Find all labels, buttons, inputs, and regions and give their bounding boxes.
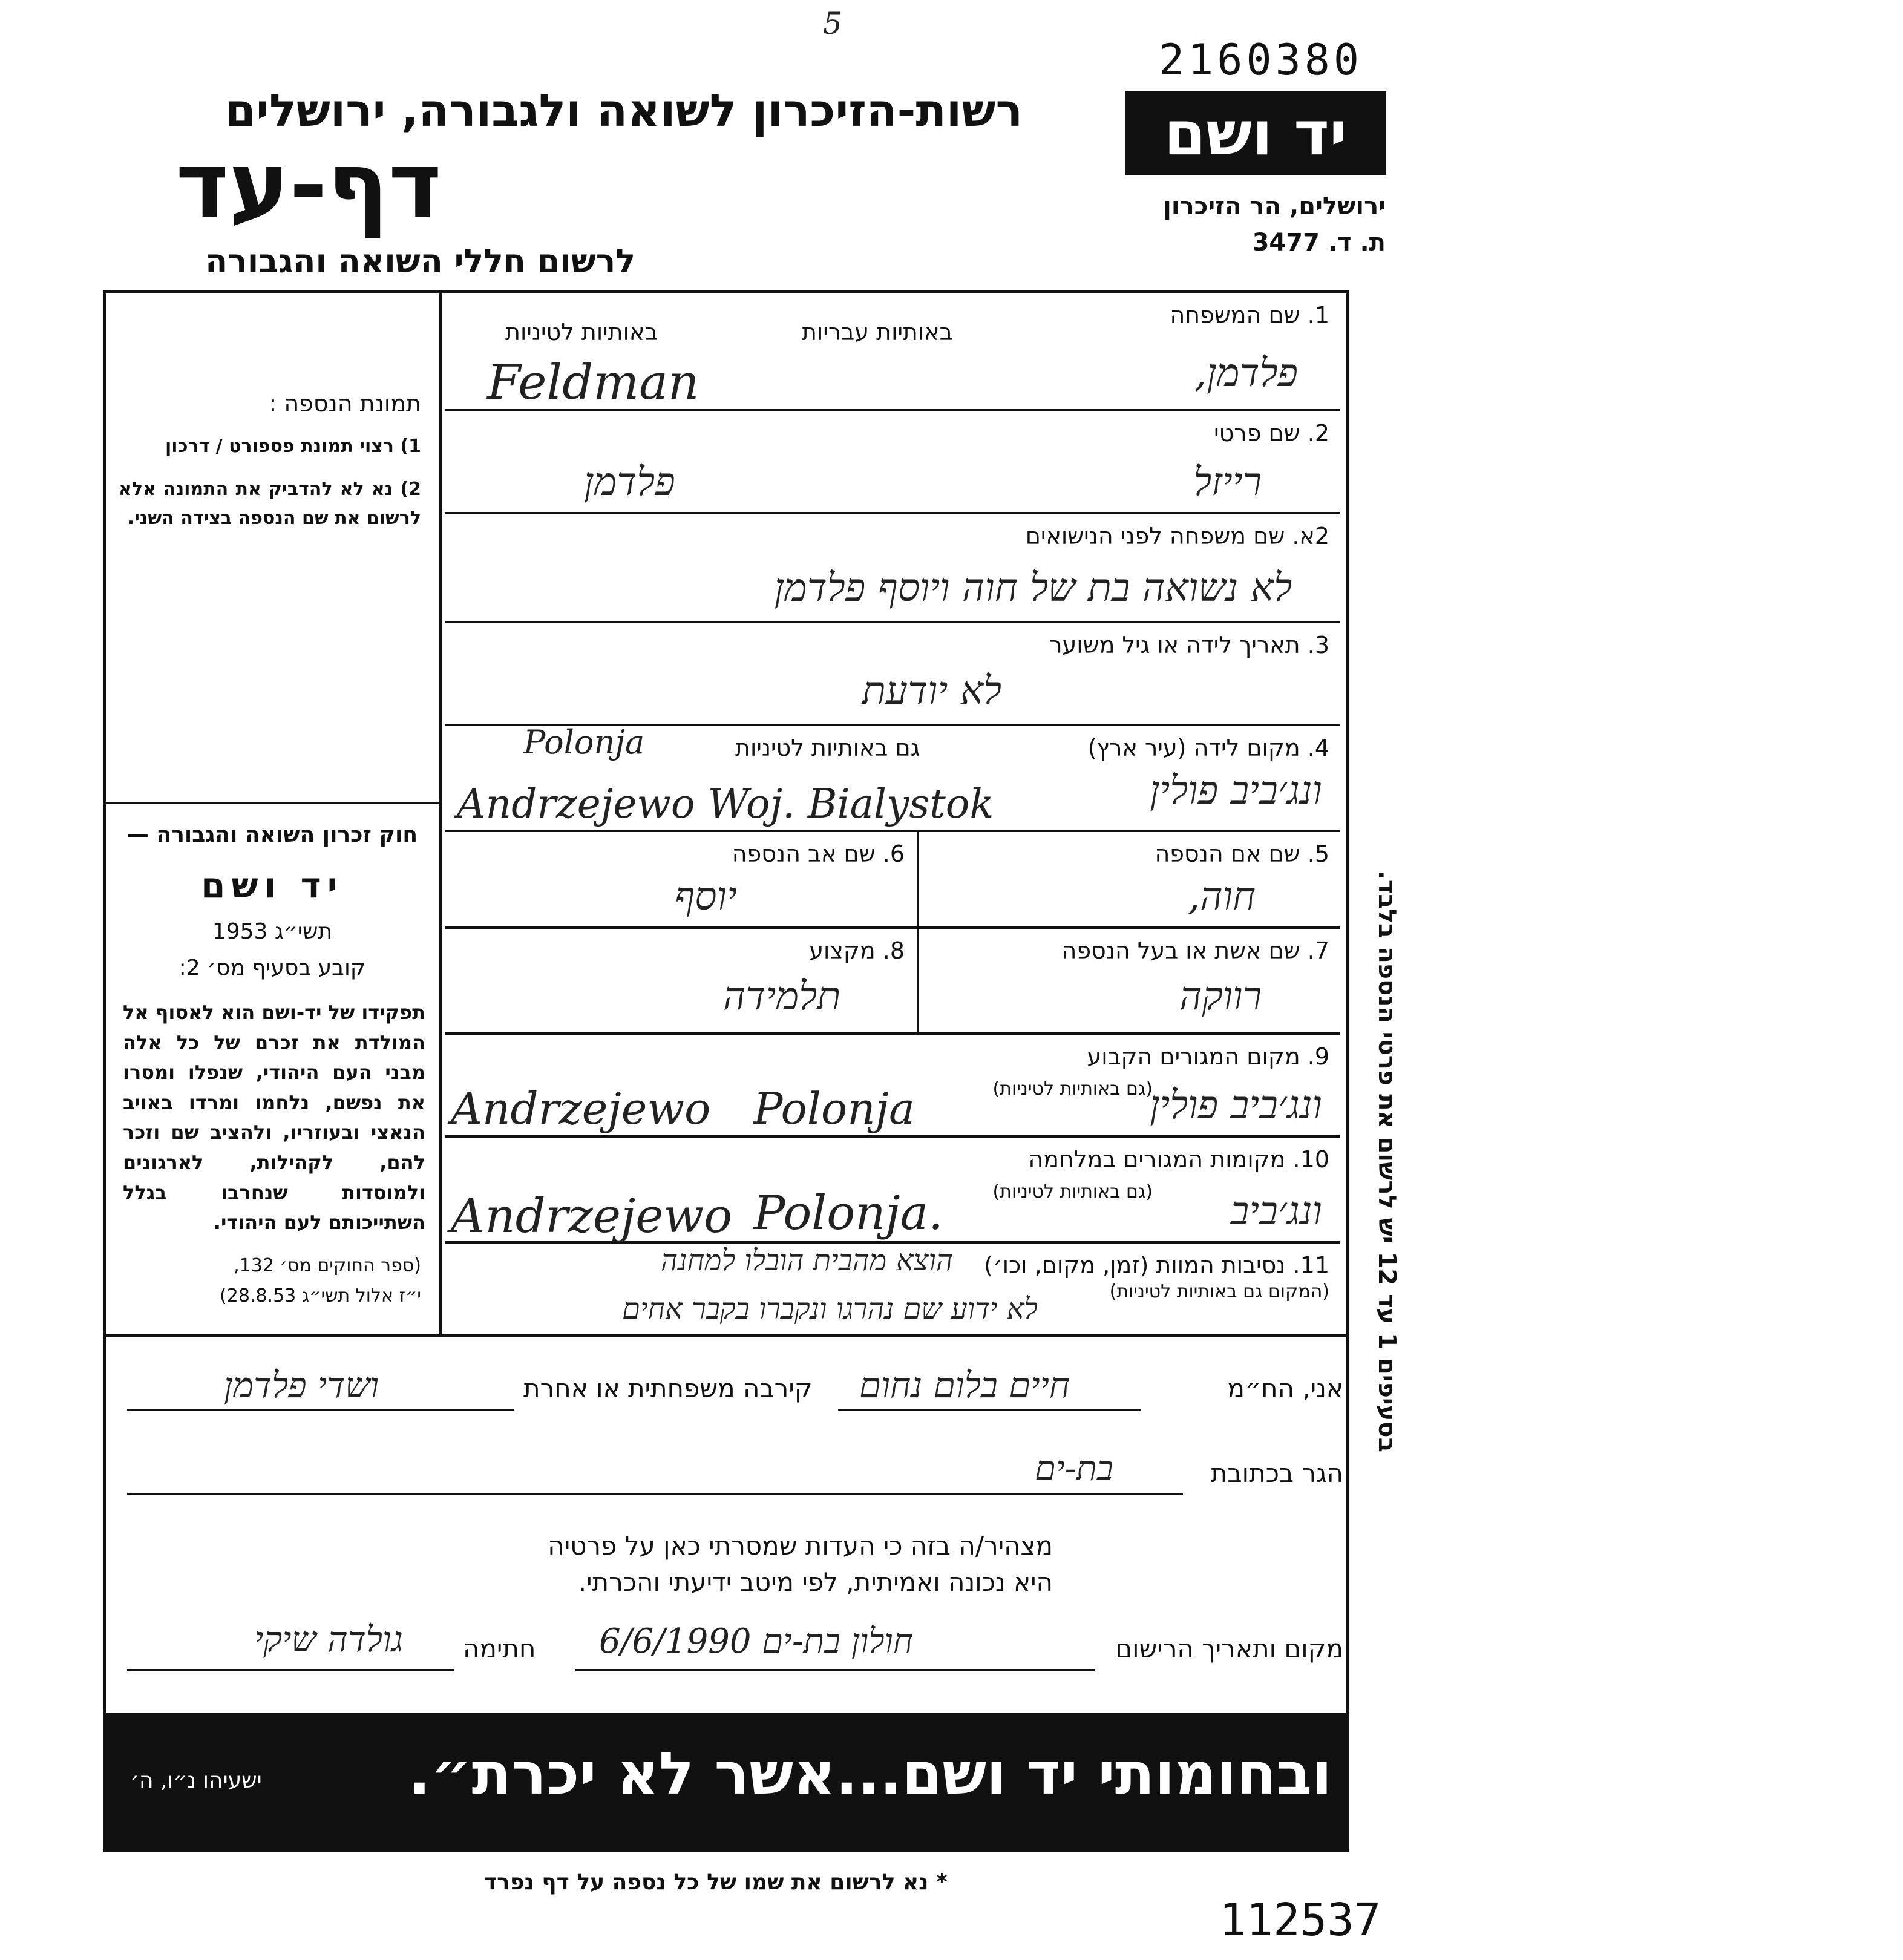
field-birth-date-value: לא יודעת [862, 669, 1001, 713]
law-text: תפקידו של יד-ושם הוא לאסוף אל המולדת את זכרם של כל אלה מבני העם היהודי, שנפלו ומסרו את נפשם, נלחמו ומרדו באויב הנאצי ובעוזריו, ולהציב שם וזכר להם, לקהילות, לארגונים ולמוסדות שנחרבו בגלל השתייכותם לעם היהודי. [123, 1001, 425, 1234]
declaration-signature-line [127, 1669, 454, 1671]
verse-ref: ישעיהו נ״ו, ה׳ [130, 1768, 262, 1793]
field-war-residence-value-hebrew: ונג׳ביב [1230, 1189, 1322, 1234]
field-birth-date [445, 623, 1340, 726]
field-death-circumstances [445, 1244, 1340, 1334]
document-number: 2160380 [1159, 35, 1363, 85]
law-title: חוק זכרון השואה והגבורה — [126, 822, 418, 847]
logo-pobox: ת. ד. 3477 [1252, 229, 1386, 257]
field-father-label: 6. שם אב הנספה [732, 841, 905, 867]
side-note-text: בסעיפים 1 עד 12 יש לרשום את פרטי הנספה בלבד. [1373, 870, 1401, 1452]
field-first-name [445, 411, 1340, 514]
field-first-name-label: 2. שם פרטי [1214, 420, 1329, 447]
field-residence-value-latin-b: Polonja [753, 1083, 915, 1134]
field-mother-value: חוה, [1187, 874, 1256, 919]
field-birth-place-value-latin: Andrzejewo Woj. Bialystok [457, 781, 994, 827]
declaration-divider [106, 1334, 1346, 1337]
field-war-residence-value-latin-b: Polonja. [753, 1186, 943, 1241]
declaration-address-value: בת-ים [1035, 1449, 1113, 1489]
declaration-signature-label: חתימה [463, 1634, 536, 1663]
field-birth-place-label: 4. מקום לידה (עיר ארץ) [1087, 735, 1329, 761]
field-surname-value-hebrew: פלדמן, [1194, 351, 1298, 396]
field-spouse-value: רווקה [1179, 974, 1262, 1019]
photo-box [106, 293, 442, 802]
law-box [106, 802, 442, 1334]
field-residence-label: 9. מקום המגורים הקבוע [1087, 1043, 1329, 1070]
field-residence-value-hebrew: ונג׳ביב פולין [1150, 1083, 1322, 1128]
field-birth-date-label: 3. תאריך לידה או גיל משוער [1049, 632, 1329, 658]
declaration-place-date-value: חולון בת-ים 6/6/1990 [599, 1622, 914, 1661]
declaration-name-line [838, 1409, 1141, 1411]
field-residence-value-latin-a: Andrzejewo [451, 1083, 711, 1134]
verse-band [106, 1713, 1903, 1849]
law-source-2: י״ז אלול תשי״ג 28.8.53) [220, 1285, 421, 1306]
field-death-value-1: הוצא מהבית הובלו למחנה [660, 1244, 953, 1277]
declaration-kinship-line [127, 1409, 514, 1411]
side-note [1367, 635, 1404, 1452]
field-parents [445, 832, 1340, 929]
declaration-statement-2: היא נכונה ואמיתית, לפי מיטב ידיעתי והכרתי. [578, 1567, 1053, 1597]
field-mother-label: 5. שם אם הנספה [1155, 841, 1329, 867]
field-spouse-label: 7. שם אשת או בעל הנספה [1061, 937, 1329, 964]
field-death-label: 11. נסיבות המוות (זמן, מקום, וכו׳) [984, 1252, 1329, 1279]
field-birth-place-latin-header: גם באותיות לטיניות [735, 735, 920, 761]
field-surname-label: 1. שם המשפחה [1170, 302, 1329, 329]
declaration-kinship-value: ושדי פלדמן [224, 1365, 379, 1406]
field-war-residence-sub: (גם באותיות לטיניות) [992, 1181, 1153, 1202]
page-title: דף-עד [175, 133, 442, 238]
field-first-name-value: רייזל [1193, 460, 1262, 505]
field-first-name-value-extra: פלדמן [584, 460, 675, 505]
org-name: רשות-הזיכרון לשואה ולגבורה, ירושלים [224, 85, 1023, 137]
field-death-sub: (המקום גם באותיות לטיניות) [1109, 1281, 1329, 1302]
field-profession-label: 8. מקצוע [809, 937, 905, 964]
verse-text: ״...ונתתי להם בביתי ובחומותי יד ושם...אשר לא יכרת״. [408, 1740, 1903, 1808]
field-war-residence-label: 10. מקומות המגורים במלחמה [1028, 1146, 1329, 1173]
field-residence [445, 1035, 1340, 1138]
field-birth-place [445, 723, 1340, 832]
field-maiden-name-value: לא נשואה בת של חוה ויוסף פלדמן [774, 566, 1292, 611]
field-maiden-name [445, 514, 1340, 623]
field-war-residence [445, 1138, 1340, 1244]
yad-vashem-logo: יד ושם [1125, 91, 1386, 175]
field-war-residence-value-latin-a: Andrzejewo [451, 1189, 733, 1244]
field-surname-value-latin: Feldman [487, 354, 699, 410]
declaration-place-date-label: מקום ותאריך הרישום [1115, 1634, 1343, 1663]
law-year: תשי״ג 1953 [212, 919, 333, 944]
logo-city: ירושלים, הר הזיכרון [1163, 192, 1386, 220]
field-surname-hebrew-header: באותיות עבריות [802, 319, 953, 346]
declaration-signature-value: גולדה שיקי [254, 1619, 403, 1660]
field-profession-value: תלמידה [723, 974, 841, 1019]
field-spouse-profession [445, 929, 1340, 1035]
law-clause: קובע בסעיף מס׳ 2: [179, 955, 366, 980]
field-father-value: יוסף [675, 874, 737, 919]
photo-box-item-1: 1) רצוי תמונת פספורט / דרכון [165, 436, 421, 457]
law-name: יד ושם [201, 865, 344, 906]
law-source-1: (ספר החוקים מס׳ 132, [234, 1255, 421, 1276]
footnote: * נא לרשום את שמו של כל נספה על דף נפרד [484, 1870, 948, 1895]
form-number: 112537 [1219, 1894, 1381, 1946]
photo-box-item-2: 2) נא לא להדביק את התמונה אלא לרשום את שם הנספה בצידה השני. [119, 479, 421, 529]
field-surname-latin-header: באותיות לטיניות [505, 319, 658, 346]
declaration-ani: אני, הח״מ [1227, 1374, 1343, 1403]
field-spouse-divider [917, 929, 919, 1035]
top-handwritten-mark: 5 [823, 6, 842, 41]
field-maiden-name-label: 2א. שם משפחה לפני הנישואים [1025, 523, 1329, 549]
field-surname [445, 293, 1340, 411]
declaration-address-line [127, 1493, 1183, 1495]
field-birth-place-value-hebrew: ונג׳ביב פולין [1150, 769, 1322, 813]
field-parents-divider [917, 832, 919, 929]
photo-box-title: תמונת הנספה : [269, 390, 421, 417]
field-death-value-2: לא ידוע שם נהרגו ונקברו בקבר אחים [622, 1292, 1038, 1326]
declaration-address-label: הגר בכתובת [1210, 1458, 1343, 1488]
declaration-kinship-label: קירבה משפחתית או אחרת [523, 1374, 813, 1403]
declaration-statement-1: מצהיר/ה בזה כי העדות שמסרתי כאן על פרטיה [548, 1531, 1053, 1561]
declaration-place-date-line [575, 1669, 1095, 1671]
field-residence-sub: (גם באותיות לטיניות) [992, 1078, 1153, 1100]
page-subtitle: לרשום חללי השואה והגבורה [205, 242, 635, 280]
declaration-name-value: חיים בלום נחום [859, 1365, 1070, 1406]
field-birth-place-value-latin-top: Polonja [523, 723, 645, 761]
